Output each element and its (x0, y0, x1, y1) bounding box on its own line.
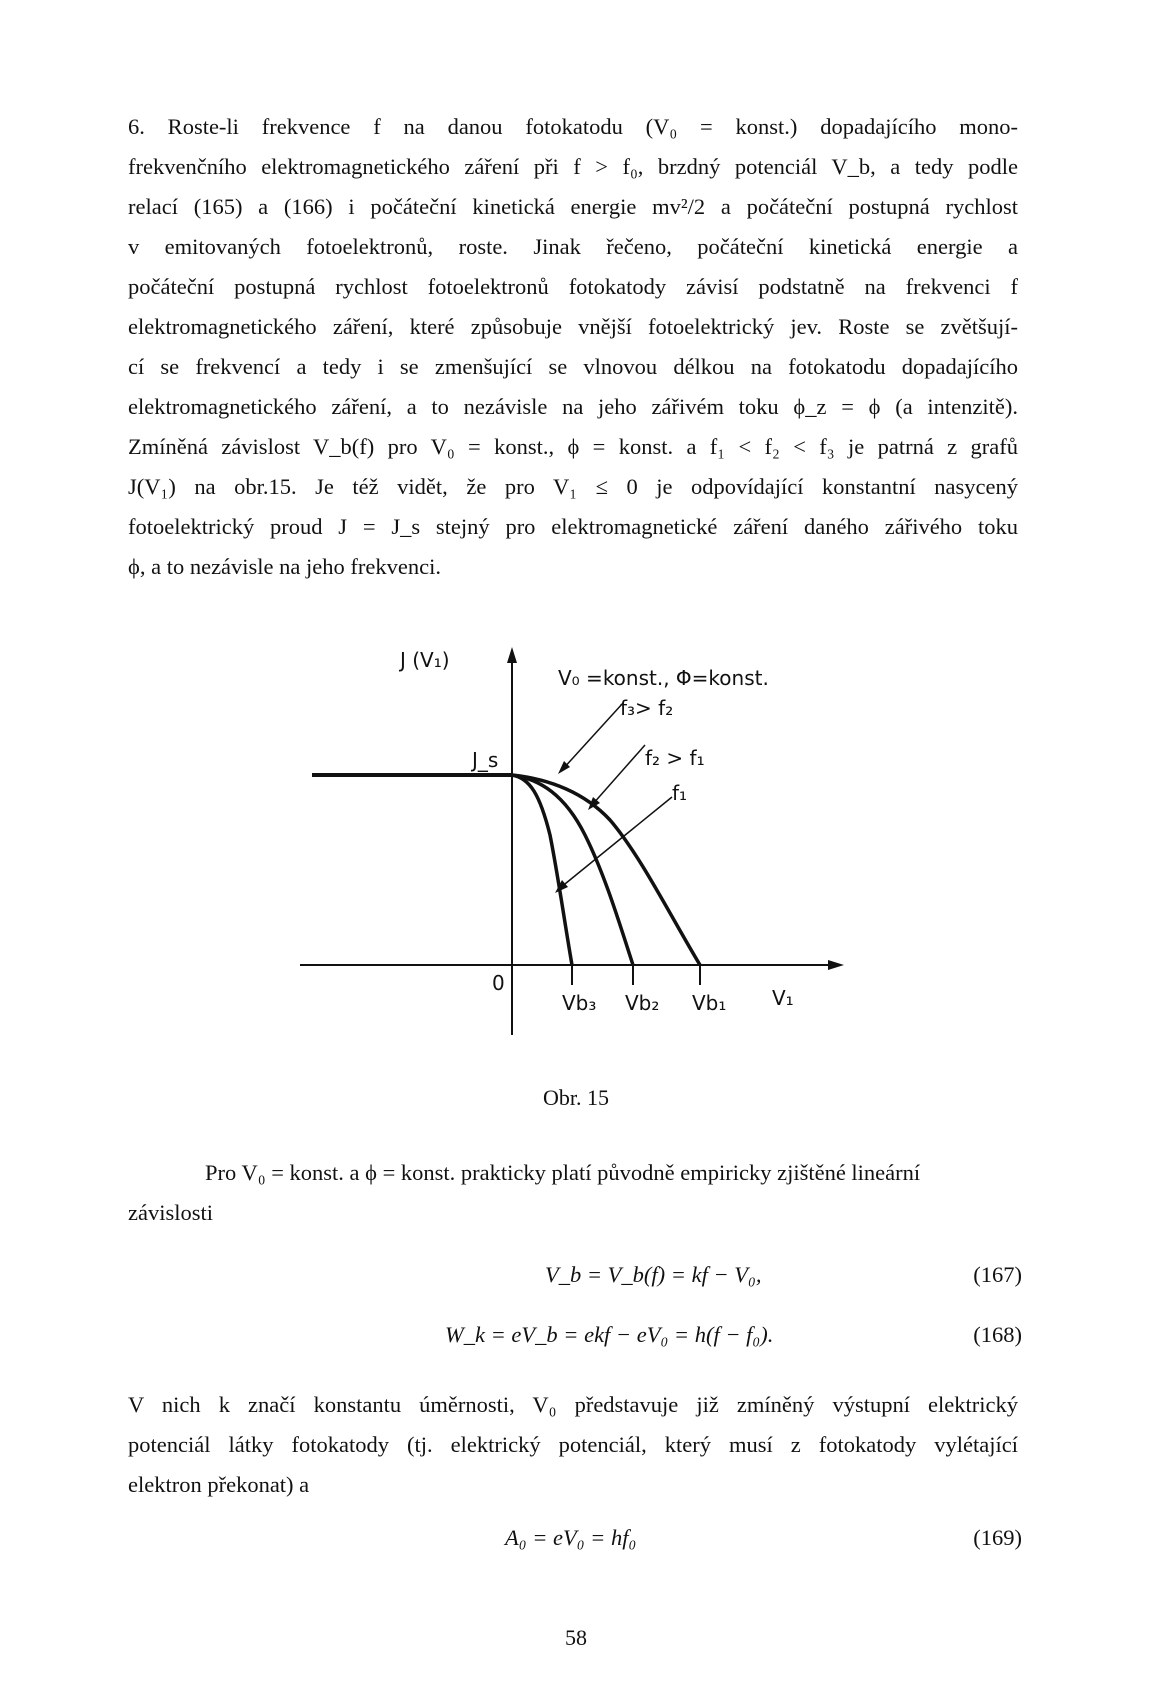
equation-168: W_k = eV_b = ekf − eV₀ = h(f − f₀). (445, 1322, 774, 1347)
paragraph-1 (128, 107, 1018, 587)
text-line: relací (165) a (166) i počáteční kinetická energie mv²/2 a počáteční postupná rychlost (128, 194, 1018, 219)
text-line: cí se frekvencí a tedy i se zmenšující se vlnovou délkou na fotokatodu dopadajícího (128, 354, 1018, 379)
text-line: Zmíněná závislost V_b(f) pro V₀ = konst., ϕ = konst. a f₁ < f₂ < f₃ je patrná z grafů (128, 434, 1018, 459)
x-axis-label: V₁ (772, 986, 794, 1010)
equation-167: V_b = V_b(f) = kf − V₀, (545, 1262, 762, 1287)
text-line: V nich k značí konstantu úměrnosti, V₀ představuje již zmíněný výstupní elektrický (128, 1392, 1018, 1417)
zavislosti-line: závislosti (128, 1200, 213, 1225)
text-line: 6. Roste-li frekvence f na danou fotokatodu (V₀ = konst.) dopadajícího mono- (128, 114, 1018, 139)
paragraph-2 (128, 1385, 1018, 1505)
text-line: potenciál látky fotokatody (tj. elektrický potenciál, který musí z fotokatody vylétající (128, 1432, 1018, 1457)
curve-label-f2: f₂ > f₁ (645, 746, 705, 770)
tick-label-vb3: Vb₃ (562, 991, 597, 1015)
y-axis-arrow (507, 647, 517, 663)
text-line: elektron překonat) a (128, 1472, 310, 1497)
condition-label: V₀ =konst., Φ=konst. (558, 666, 769, 690)
pointer-f3 (562, 703, 623, 770)
equation-number-167: (167) (973, 1262, 1022, 1287)
origin-label: 0 (492, 971, 505, 995)
equation-169: A₀ = eV₀ = hf₀ (505, 1525, 637, 1550)
text-line: fotoelektrický proud J = J_s stejný pro elektromagnetické záření daného zářivého toku (128, 514, 1018, 539)
equation-number-168: (168) (973, 1322, 1022, 1347)
x-axis-arrow (828, 960, 844, 970)
text-line: elektromagnetického záření, které způsobuje vnější fotoelektrický jev. Roste se zvětšují- (128, 314, 1018, 339)
text-line: ϕ, a to nezávisle na jeho frekvenci. (128, 554, 441, 579)
figure-15 (300, 645, 860, 1045)
text-line: J(V₁) na obr.15. Je též vidět, že pro V₁ ≤ 0 je odpovídající konstantní nasycený (128, 474, 1018, 499)
curve-f2 (512, 775, 633, 965)
pointer-f2 (592, 745, 645, 805)
page-number: 58 (565, 1625, 587, 1650)
js-label: J_s (472, 748, 499, 772)
text-line: v emitovaných fotoelektronů, roste. Jinak řečeno, počáteční kinetická energie a (128, 234, 1018, 259)
y-axis-label: J (V₁) (400, 648, 450, 672)
figure-caption: Obr. 15 (543, 1085, 609, 1110)
tick-label-vb1: Vb₁ (692, 991, 727, 1015)
text-line: počáteční postupná rychlost fotoelektronů fotokatody závisí podstatně na frekvenci f (128, 274, 1018, 299)
pointer-f1 (560, 797, 672, 888)
text-line: frekvenčního elektromagnetického záření při f > f₀, brzdný potenciál V_b, a tedy podle (128, 154, 1018, 179)
curve-label-f1: f₁ (672, 781, 688, 805)
pro-line: Pro V₀ = konst. a ϕ = konst. prakticky platí původně empiricky zjištěné lineární (205, 1160, 921, 1185)
curve-label-f3: f₃> f₂ (620, 696, 674, 720)
tick-label-vb2: Vb₂ (625, 991, 660, 1015)
equation-number-169: (169) (973, 1525, 1022, 1550)
text-line: elektromagnetického záření, a to nezávisle na jeho zářivém toku ϕ_z = ϕ (a intenzitě). (128, 394, 1018, 419)
